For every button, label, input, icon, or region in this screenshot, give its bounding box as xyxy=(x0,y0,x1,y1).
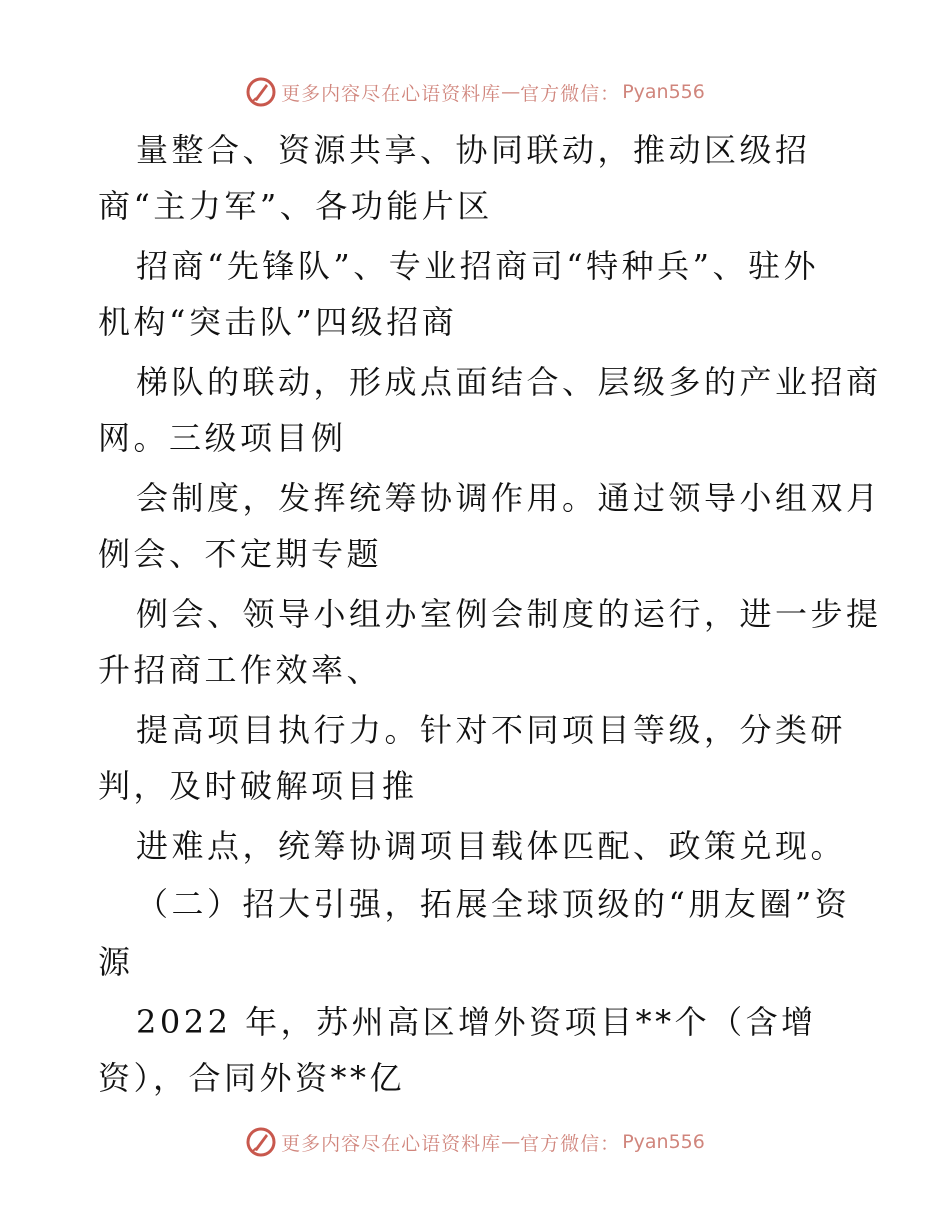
body-line: 网。三级项目例 xyxy=(98,419,347,457)
watermark-text: 更多内容尽在心语资料库 xyxy=(281,82,502,105)
body-line: 例会、领导小组办室例会制度的运行，进一步提 xyxy=(136,595,882,633)
watermark-separator: — xyxy=(501,1131,521,1153)
body-line: 升招商工作效率、 xyxy=(98,651,383,689)
body-line: 源 xyxy=(98,943,134,981)
body-line: 梯队的联动，形成点面结合、层级多的产业招商 xyxy=(136,363,882,401)
watermark-suffix: 官方微信： xyxy=(520,1132,621,1155)
footer-watermark xyxy=(0,1122,950,1162)
section-heading: （二）招大引强，拓展全球顶级的“朋友圈”资 xyxy=(136,885,851,923)
body-line: 例会、不定期专题 xyxy=(98,535,383,573)
body-line: 判，及时破解项目推 xyxy=(98,767,418,805)
watermark-account: Pyan556 xyxy=(622,81,705,103)
body-line: 商“主力军”、各功能片区 xyxy=(98,187,493,225)
body-line: 进难点，统筹协调项目载体匹配、政策兑现。 xyxy=(136,827,847,865)
body-line: 提高项目执行力。针对不同项目等级，分类研 xyxy=(136,711,847,749)
body-line: 量整合、资源共享、协同联动，推动区级招 xyxy=(136,131,811,169)
watermark-suffix: 官方微信： xyxy=(520,82,621,105)
watermark-text: 更多内容尽在心语资料库 xyxy=(281,1132,502,1155)
quill-logo-icon xyxy=(245,76,277,108)
body-line: 2022 年，苏州高区增外资项目**个（含增 xyxy=(136,1003,817,1041)
watermark-separator: — xyxy=(501,81,521,103)
body-line: 会制度，发挥统筹协调作用。通过领导小组双月 xyxy=(136,479,882,517)
body-line: 招商“先锋队”、专业招商司“特种兵”、驻外 xyxy=(136,247,819,285)
body-line: 机构“突击队”四级招商 xyxy=(98,303,458,341)
header-watermark xyxy=(0,72,950,112)
body-line: 资），合同外资**亿 xyxy=(98,1059,406,1097)
quill-logo-icon xyxy=(245,1126,277,1158)
watermark-account: Pyan556 xyxy=(622,1131,705,1153)
